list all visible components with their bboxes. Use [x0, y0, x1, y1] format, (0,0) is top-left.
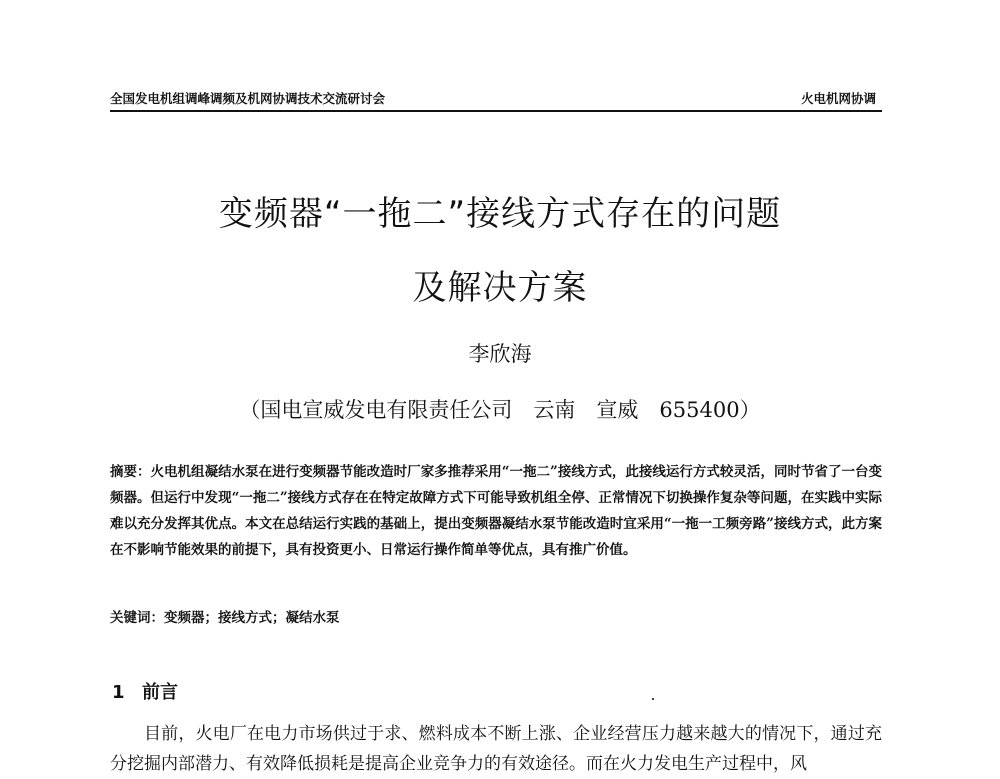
- abstract: [110, 459, 882, 563]
- keywords: [110, 607, 882, 629]
- section-title: 前言: [142, 682, 178, 703]
- scan-dot: [652, 698, 654, 700]
- keywords-label: 关键词：: [110, 610, 164, 626]
- body-paragraph: 目前，火电厂在电力市场供过于求、燃料成本不断上涨、企业经营压力越来越大的情况下，通过充分挖掘内部潜力、有效降低损耗是提高企业竞争力的有效途径。而在火力发电生产过程中，风: [110, 724, 882, 774]
- abstract-label: 摘要：: [110, 464, 151, 480]
- keywords-text: 变频器；接线方式；凝结水泵: [164, 610, 340, 626]
- abstract-text: 火电机组凝结水泵在进行变频器节能改造时厂家多推荐采用“一拖二”接线方式，此接线运行方式较灵活，同时节省了一台变频器。但运行中发现“一拖二”接线方式存在在特定故障方式下可能导致机组全停、正常情况下切换操作复杂等问题，在实践中实际难以充分发挥其优点。本文在总结运行实践的基础上，提出变频器凝结水泵节能改造时宜采用“一拖一工频旁路”接线方式，此方案在不影响节能效果的前提下，具有投资更小、日常运行操作简单等优点，具有推广价值。: [110, 464, 883, 558]
- paper-title-line-1: 变频器“一拖二”接线方式存在的问题: [218, 194, 782, 234]
- header-conference-name: 全国发电机组调峰调频及机网协调技术交流研讨会: [110, 91, 386, 106]
- section-heading-introduction: [112, 678, 178, 704]
- running-header: [110, 90, 882, 112]
- paper-title-line-2: 及解决方案: [412, 268, 588, 308]
- section-number: 1: [112, 682, 125, 703]
- author-affiliation: （国电宣威发电有限责任公司 云南 宣威 655400）: [239, 398, 761, 422]
- header-section-name: 火电机网协调: [800, 91, 876, 106]
- author-name: 李欣海: [468, 342, 532, 366]
